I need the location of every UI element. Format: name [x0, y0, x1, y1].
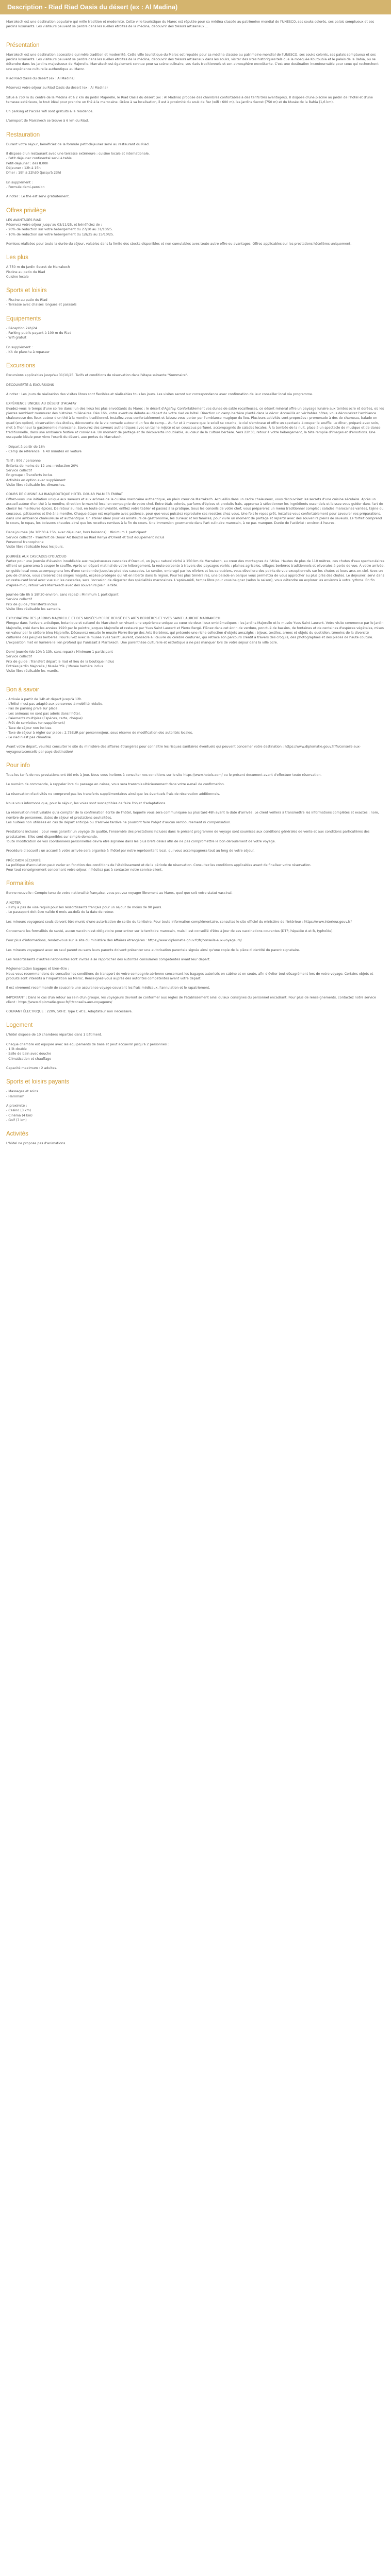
paragraph-line: Prestations incluses : pour vous garantir un voyage de qualité, l'ensemble des prestations incluses dans le présent programme de voyage sont soumises aux conditions générales de vente et aux conditions particulières des prestataires. Elles sont disponibles sur simple demande. [6, 830, 370, 839]
paragraph-line: - Départ à partir de 16h [6, 445, 45, 449]
paragraph-line [6, 991, 385, 995]
paragraph-line: Visite libre réalisable les mardis. [6, 669, 59, 673]
paragraph-line: Réservez votre séjour jusqu'au 03/11/25, et bénéficiez de : [6, 223, 102, 227]
paragraph-line: Demi-journée (de 10h à 13h, sans repas) : Minimum 1 participant [6, 650, 113, 654]
paragraph-line: - Taxe de séjour non incluse. [6, 726, 53, 730]
paragraph-line [6, 105, 385, 109]
paragraph-line [6, 787, 385, 792]
paragraph-line [6, 674, 385, 679]
paragraph-line [6, 806, 385, 810]
section [6, 253, 385, 279]
paragraph-line: Dans journée (de 10h30 à 15h, avec déjeuner, hors boissons) : Minimum 1 participant [6, 531, 146, 535]
paragraph-line: Il est vivement recommandé de souscrire une assurance voyage couvrant les frais médicaux, l'annulation et le rapatriement. [6, 986, 210, 990]
paragraph-line [6, 1099, 385, 1104]
section-heading: Logement [6, 1022, 33, 1029]
paragraph-line [6, 1005, 385, 1009]
paragraph-line [6, 487, 385, 492]
paragraph-line: Tous les tarifs de nos prestations ont été mis à jour. Nous vous invitons à consulter nos conditions sur le site https://www.hotels.com/ ou le présent document avant d'effectuer toute réservation. [6, 773, 322, 777]
paragraph-line: Les mineurs voyageant seuls doivent être munis d'une autorisation de sortie du territoire. Pour toute information complémentaire, consultez le site officiel du ministère de l'Intérieur : https://www.interieur.gouv.fr/ [6, 920, 352, 924]
paragraph-line: Cuisine locale [6, 275, 29, 279]
paragraph-line: LES AVANTAGES RIAD [6, 218, 42, 222]
paragraph-line [6, 844, 385, 849]
paragraph-line: Avant votre départ, veuillez consulter le site du ministère des affaires étrangères pour connaître les risques sanitaires éventuels qui peuvent concerner votre destination : https://www.diplomatie.gouv.fr/fr/conseils-aux-voyageurs/conseils-par-pays-destination/ [6, 745, 361, 754]
section [6, 41, 385, 124]
paragraph-line: JOURNÉE AUX CASCADES D'OUZOUD [6, 554, 67, 558]
paragraph-line: - Petit déjeuner continental servi à table [6, 157, 72, 161]
paragraph-line: - 20% de réduction sur votre hébergement du 27/10 au 31/10/25. [6, 228, 113, 232]
paragraph-line: EXPLORATION DES JARDINS MAJORELLE ET DES MUSÉES PIERRE BERGÉ DES ARTS BERBÈRES ET YVES SAINT LAURENT MARRAKECH [6, 617, 221, 621]
paragraph-line: Les ressortissants d'autres nationalités sont invités à se rapprocher des autorités consulaires compétentes avant leur départ. [6, 957, 210, 961]
paragraph-line: Tarif : 90€ / personne [6, 459, 41, 463]
paragraph-line: Personnel francophone [6, 540, 44, 545]
paragraph-line [6, 915, 385, 920]
paragraph-line: Partez pour une journée d'évasion inoubliable aux majestueuses cascades d'Ouzoud, un joyau naturel niché à 150 km de Marrakech, au cœur des montagnes de l'Atlas. Hautes de plus de 110 mètres, ces chutes d'eau spectaculaires offrent un panorama à couper le souffle. Après un départ matinal de votre hébergement, la route serpente à travers des paysages variés : plaines agricoles, villages berbères traditionnels et oliveraies à perte de vue. À votre arrivée, un guide local vous accompagnera lors d'une randonnée jusqu'au pied des cascades. Le sentier, ombragé par les oliviers et les caroubiers, vous dévoilera des points de vue exceptionnels sur les chutes et leurs arcs-en-ciel. Avec un peu de chance, vous croiserez des singes magots, espèce protégée qui vit en liberté dans la région. Pour les plus téméraires, une balade en barque vous permettra de vous approcher au plus près des chutes. Le déjeuner, servi dans un restaurant local avec vue sur les cascades, sera l'occasion de déguster des spécialités marocaines. L'après-midi, temps libre pour vous baigner (selon la saison), vous détendre ou explorer les environs à votre rythme. En fin d'après-midi, retour vers Marrakech avec des souvenirs plein la tête. [6, 560, 385, 587]
section-heading: Bon à savoir [6, 686, 39, 693]
paragraph-line: L'hôtel ne propose pas d'animations. [6, 1142, 67, 1146]
paragraph-line: IMPORTANT : Dans le cas d'un retour au sein d'un groupe, les voyageurs devront se conformer aux règles de l'établissement ainsi qu'aux consignes du personnel encadrant. Pour plus de renseignements, contactez notre service client : https://www.diplomatie.gouv.fr/fr/conseils-aux-voyageurs/ [6, 995, 376, 1004]
paragraph-line: Chaque chambre est équipée avec les équipements de base et peut accueillir jusqu'à 2 personnes : [6, 1042, 169, 1046]
paragraph-line: Visite libre réalisable les samedis. [6, 607, 61, 611]
paragraph-line: COURS DE CUISINE AU RIAD/BOUTIQUE HOTEL DOUAR PALMIER ÉMIRAT [6, 493, 123, 497]
paragraph-line: Bonne nouvelle : Compte tenu de votre nationalité française, vous pouvez voyager librement au Maroc, quel que soit votre statut vaccinal. [6, 891, 233, 895]
section-heading: Activités [6, 1131, 28, 1138]
paragraph-line: Offrez-vous une initiation unique aux saveurs et aux arômes de la cuisine marocaine authentique, en plein cœur de Marrakech. Accueillis dans un cadre chaleureux, vous découvrirez les secrets d'une cuisine séculaire. Après un accueil autour d'un thé à la menthe, direction le marché local en compagnie de votre chef. Entre étals colorés, parfums d'épices et produits frais, apprenez à sélectionner les ingrédients essentiels et laissez-vous guider dans l'art de choisir les meilleures épices. De retour au riad, en toute convivialité, enfilez votre tablier et passez à la pratique. Sous les conseils de votre chef, vous préparerez un menu traditionnel complet : salades marocaines variées, tajine ou couscous, pâtisseries et thé à la menthe. Chaque étape est expliquée avec patience, pour que vous puissiez reproduire ces recettes chez vous. Une fois le repas prêt, installez-vous confortablement pour savourer vos préparations, dans une ambiance chaleureuse et authentique. Un atelier idéal pour les amateurs de gastronomie, les curieux et les familles, pour vivre un moment de partage et repartir avec des souvenirs pleins de saveurs. Le forfait comprend le cours, le repas, les boissons chaudes ainsi que les recettes remises à la fin du cours. Une immersion gourmande dans l'art culinaire marocain, à ne pas manquer. Durée de l'activité : environ 4 heures. [6, 497, 384, 526]
paragraph-line [6, 147, 385, 151]
paragraph-line [6, 777, 385, 782]
paragraph-line: Plongez dans l'univers artistique, botanique et culturel de Marrakech en vivant une expérience unique au cœur de deux lieux emblématiques : les jardins Majorelle et le musée Yves Saint Laurent. Votre visite commence par le jardin Majorelle, créé dans les années 1920 par le peintre Jacques Majorelle et restauré par Yves Saint Laurent et Pierre Bergé. Flânez dans cet écrin de verdure, ponctué de bassins, de fontaines et de centaines d'espèces végétales, mises en valeur par le célèbre bleu Majorelle. Découvrez ensuite le musée Pierre Bergé des Arts Berbères, qui présente une riche collection d'objets amazighs : bijoux, textiles, armes et objets du quotidien, témoins de la diversité culturelle des peuples berbères. Poursuivez avec le musée Yves Saint Laurent, consacré à l'œuvre du célèbre couturier, qui retrace son parcours créatif à travers des croquis, des photographies et des pièces de haute couture. L'exposition met en lumière le lien profond qui l'unissait à Marrakech. Une parenthèse culturelle et esthétique à ne pas manquer lors de votre séjour dans la ville ocre. [6, 621, 384, 645]
paragraph-line: - 10% de réduction sur votre hébergement du 1/9/25 au 15/10/25. [6, 232, 115, 236]
paragraph-line [6, 378, 385, 383]
paragraph-line: - Golf (7 km) [6, 1118, 27, 1122]
paragraph-line: - Terrasse avec chaises longues et parasols [6, 303, 77, 307]
section [6, 1130, 385, 1146]
paragraph-line: Les nuitées non utilisées en cas de départ anticipé ou d'arrivée tardive ne pourront faire l'objet d'aucun remboursement ni compensation. [6, 820, 232, 824]
section [6, 286, 385, 308]
paragraph-line: A noter : Le thé est servi gratuitement. [6, 195, 70, 199]
paragraph-line: Evadez-vous le temps d'une soirée dans l'un des lieux les plus envoûtants du Maroc : le désert d'Agafay. Confortablement vos dunes de sable rocailleuses, ce désert minéral offre un paysage lunaire aux teintes ocre et dorées, où les pierres semblent murmurer des histoires millénaires. Dès 16h, votre aventure débute au départ de votre riad ou hôtel. Direction un camp berbère planté dans le décor. Accueillis en véritables hôtes, vous découvrirez l'ambiance chaleureuse des lieux autour d'un thé à la menthe traditionnel. Installez-vous confortablement et laissez-vous porter par l'ambiance magique du lieu. Plusieurs activités sont proposées : promenade à dos de chameau, balade en quad (en option), observation des étoiles, découverte de la vie nomade autour d'un feu de camp... Au fur et à mesure que le soleil se couche, le ciel s'embrase et offre un spectacle à couper le souffle. Le dîner, préparé avec soin, met à l'honneur la gastronomie marocaine. Savourez des saveurs authentiques avec un tajine mijoté et un couscous parfumé, accompagnés de salades locales. À la tombée de la nuit, place à un spectacle de musique et de danse traditionnelle, dans une ambiance festive et conviviale. Un moment de partage et de découverte inoubliable, au cœur de la culture berbère. Vers 22h30, retour à votre hébergement, la tête remplie d'images et d'émotions. Une escapade idéale pour vivre l'esprit du désert, aux portes de Marrakech. [6, 406, 384, 439]
section-heading: Sports et loisirs payants [6, 1079, 70, 1086]
paragraph-line [6, 440, 385, 445]
paragraph-line: Service collectif [6, 655, 32, 659]
paragraph-line [6, 1061, 385, 1066]
section [6, 761, 385, 872]
paragraph-line: Réservez votre séjour au Riad Oasis du désert (ex : Al Madina) [6, 86, 108, 90]
paragraph-line [6, 72, 385, 76]
paragraph-line: En supplément : [6, 345, 33, 349]
paragraph-line: Riad Riad Oasis du désert (ex : Al Madina) [6, 76, 75, 80]
paragraph-line: - Il n'y a pas de visa requis pour les ressortissants français pour un séjour de moins de 90 jours. [6, 906, 162, 910]
paragraph-line: - Wifi gratuit [6, 336, 27, 340]
paragraph-line [6, 454, 385, 459]
paragraph-line: Situé à 750 m du centre de la Médina et à 2 km du jardin Majorelle, le Riad Oasis du désert (ex : Al Madina) propose des chambres confortables à des tarifs très avantageux. Il dispose d'une piscine au jardin de l'hôtel et d'une terrasse extérieure, le tout idéal pour prendre un thé à la marocaine. Grâce à sa localisation, il est à proximité du souk de Fez (wifi : 600 m), les jardins Secret (750 m) et du Musée de la Bahia (1,6 km). [6, 95, 373, 104]
paragraph-line: Nous vous recommandons de consulter les conditions de transport de votre compagnie aérienne concernant les bagages autorisés en cabine et en soute, afin d'éviter tout désagrément lors de votre voyage. Certains objets et produits sont interdits à l'importation au Maroc. Renseignez-vous auprès des autorités compétentes avant votre départ. [6, 972, 373, 980]
paragraph-line: - Casino (3 km) [6, 1109, 31, 1113]
section [6, 1021, 385, 1071]
paragraph-line: Pour tout renseignement concernant votre séjour, n'hésitez pas à contacter notre service client. [6, 868, 163, 872]
paragraph-line: Le numéro de commande, à rappeler lors du passage en caisse, vous sera transmis ultérieurement dans votre e-mail de confirmation. [6, 783, 225, 787]
paragraph-line [6, 91, 385, 95]
paragraph-line: Prix de guide / transferts inclus [6, 602, 57, 606]
paragraph-line: - Massages et soins [6, 1090, 38, 1094]
paragraph-line: La réservation n'est valable qu'à compter de la confirmation écrite de l'hôtel, laquelle vous sera communiquée au plus tard 48h avant la date d'arrivée. Le client veillera à transmettre les informations complètes et exactes : nom, nombre de personnes, dates de séjour et prestations souhaitées. [6, 811, 379, 820]
paragraph-line [6, 550, 385, 554]
paragraph-line: - Prêt de serviettes (en supplément) [6, 721, 65, 725]
paragraph-line: Procédure d'accueil : un accueil à votre arrivée sera organisé à l'hôtel par notre représentant local, qui vous accompagnera tout au long de votre séjour. [6, 849, 255, 853]
paragraph-line: Marrakech est une destination populaire qui mêle tradition et modernité. Cette ville touristique du Maroc est réputée pour sa médina classée au patrimoine mondial de l'UNESCO, ses souks colorés, ses palais somptueux et ses jardins luxuriants. Les visiteurs peuvent se perdre dans les ruelles étroites de la médina, découvrir des trésors artisanaux ... [6, 20, 374, 29]
paragraph-line: Marrakech est une destination accessible qui mêle tradition et modernité. Cette ville touristique du Maroc est réputée pour sa médina classée au patrimoine mondial de l'UNESCO, ses souks colorés, ses palais somptueux et ses jardins luxuriants. Les visiteurs peuvent se perdre dans les ruelles étroites de la médina, découvrir des trésors artisanaux dans les souks, visiter des sites historiques tels que la mosquée Koutoubia et le palais de la Bahia, ou se détendre dans les jardins majestueux de Majorelle. Marrakech est également connue pour sa scène culinaire, ses riads traditionnels et son atmosphère envoûtante. C'est une destination incontournable pour ceux qui recherchent une expérience culturelle authentique au Maroc. [6, 53, 379, 71]
paragraph-line [6, 588, 385, 592]
paragraph-line [6, 387, 385, 392]
section [6, 131, 385, 199]
paragraph-line: PRÉCISION SÉCURITÉ [6, 858, 41, 862]
paragraph-line: - Le passeport doit être valide 6 mois au-delà de la date de retour. [6, 910, 115, 914]
paragraph-line: Pour plus d'informations, rendez-vous sur le site du ministère des Affaires étrangères : https://www.diplomatie.gouv.fr/fr/conseils-aux-voyageurs/ [6, 939, 242, 943]
section [6, 879, 385, 1014]
paragraph-line: A NOTER [6, 901, 21, 905]
section [6, 362, 385, 678]
paragraph-line [6, 237, 385, 242]
paragraph-line: A noter : Les jours de réalisation des visites libres sont flexibles et réalisables tous les jours. Les visites seront sur correspondance avec confirmation de leur conseiller local via programme. [6, 392, 313, 396]
paragraph-line: - 1 lit double [6, 1047, 27, 1052]
paragraph-line: - Pas de parking privé sur place. [6, 707, 59, 711]
section-heading: Présentation [6, 42, 40, 48]
paragraph-line: Visite libre réalisable les dimanches. [6, 483, 66, 487]
paragraph-line [6, 953, 385, 957]
paragraph-line: - Piscine au patio du Riad [6, 298, 47, 302]
paragraph-line: Il dispose d'un restaurant avec une terrasse extérieure : cuisine locale et internationale. [6, 152, 150, 156]
section-heading: Sports et loisirs [6, 287, 47, 294]
paragraph-line: Dîner : 19h à 22h30 (jusqu'à 23h) [6, 171, 61, 175]
paragraph-line [6, 962, 385, 967]
paragraph-line [6, 740, 385, 744]
paragraph-line: L'aéroport de Marrakech se trouve à 6 km du Riad. [6, 119, 89, 123]
paragraph-line: Capacité maximum : 2 adultes. [6, 1066, 57, 1071]
paragraph-line [6, 825, 385, 829]
paragraph-line: Remises réalisées pour toute la durée du séjour, valables dans la limite des stocks disponibles et non cumulables avec toute autre offre ou avantages. Offres applicables sur les prestations hôtelières uniquement. [6, 242, 352, 246]
paragraph-line [6, 397, 385, 401]
paragraph-line [6, 924, 385, 929]
paragraph-line: - Réception 24h/24 [6, 326, 37, 330]
paragraph-line: En supplément : [6, 180, 33, 184]
paragraph-line: Piscine au patio du Riad [6, 270, 45, 274]
paragraph-line [6, 526, 385, 530]
section-heading: Excursions [6, 363, 36, 369]
paragraph-line: DECOUVERTE & EXCURSIONS [6, 383, 54, 387]
paragraph-line: - Arrivée à partir de 14h et départ jusqu'à 12h. [6, 697, 83, 701]
paragraph-line: Réglementation bagages et bien-être : [6, 967, 69, 971]
paragraph-line: Activités en option avec supplément [6, 478, 66, 482]
paragraph-line: - Camp de référence : à 40 minutes en voiture [6, 450, 82, 454]
paragraph-line [6, 854, 385, 858]
paragraph-line: Petit-déjeuner : dès 8.00h [6, 161, 48, 165]
paragraph-line: L'hôtel dispose de 10 chambres réparties dans 1 bâtiment. [6, 1033, 102, 1037]
section [6, 686, 385, 754]
paragraph-line: - L'hôtel n'est pas adapté aux personnes à mobilité réduite. [6, 702, 104, 706]
paragraph-line [6, 612, 385, 616]
section-heading: Equipements [6, 315, 41, 322]
paragraph-line: EXPÉRIENCE UNIQUE AU DÉSERT D'AGAFAY [6, 402, 77, 406]
paragraph-line: Les mineurs voyageant avec un seul parent ou sans leurs parents doivent présenter une autorisation parentale signée ainsi qu'une copie de la pièce d'identité du parent signataire. [6, 948, 300, 952]
paragraph-line: Service collectif [6, 598, 32, 602]
paragraph-line: Toute modification de vos coordonnées personnelles devra être signalée dans les plus brefs délais afin de ne pas compromettre le bon déroulement de votre voyage. [6, 839, 276, 843]
paragraph-line [6, 176, 385, 180]
paragraph-line [6, 796, 385, 801]
paragraph-line: - Formule demi-pension [6, 185, 45, 189]
paragraph-line: Journée (de 8h à 18h30 environ, sans repas) : Minimum 1 participant [6, 592, 119, 597]
section [6, 207, 385, 247]
paragraph-line: Entrées Jardin Majorelle / Musée YSL / Musée berbère inclus [6, 664, 103, 668]
paragraph-line [6, 1038, 385, 1042]
paragraph-line: Prix de guide : Transfert départ le riad et lieu de la boutique inclus [6, 659, 115, 664]
paragraph-line [6, 81, 385, 86]
section-heading: Pour info [6, 762, 30, 769]
paragraph-line [6, 934, 385, 938]
paragraph-line [6, 981, 385, 986]
paragraph-line: - Climatisation et chauffage [6, 1057, 52, 1061]
paragraph-line: Enfants de moins de 12 ans : réduction 20% [6, 464, 78, 468]
paragraph-line: - Kit de plancha à repasser [6, 350, 50, 354]
paragraph-line: La réservation d'activités ne comprend pas les transferts supplémentaires ainsi que les éventuels frais de réservation additionnels. [6, 792, 220, 796]
description-banner: Description - Riad Riad Oasis du désert (ex : Al Madina) [0, 0, 391, 14]
paragraph-line: A proximité : [6, 1104, 27, 1108]
paragraph-line: - Paiements multiples (Espèces, carte, chèque) [6, 716, 83, 720]
paragraph-line: - Parking public payant à 100 m du Riad [6, 331, 72, 335]
paragraph-line: En groupe : Transferts inclus [6, 473, 53, 478]
paragraph-line: COURANT ÉLECTRIQUE : 220V, 50Hz. Type C et E. Adaptateur non nécessaire. [6, 1010, 133, 1014]
paragraph-line: Nous vous informons que, pour le séjour, les voies sont susceptibles de faire l'objet d'adaptations. [6, 802, 167, 806]
paragraph-line: A 750 m du Jardin Secret de Marrakech [6, 265, 70, 269]
paragraph-line: Un parking et l'accès wifi sont gratuits à la résidence. [6, 110, 94, 114]
paragraph-line [6, 896, 385, 901]
paragraph-line: Durant votre séjour, bénéficiez de la formule petit-déjeuner servi au restaurant du Riad. [6, 142, 150, 146]
section [6, 14, 385, 34]
paragraph-line [6, 29, 385, 34]
paragraph-line: - Le riad n'est pas climatisé. [6, 736, 52, 740]
paragraph-line: Déjeuner : 12h à 15h [6, 166, 41, 171]
paragraph-line: - Hammam [6, 1094, 25, 1098]
paragraph-line: Service collectif - Transfert de Douar Aït Bouzid au Riad Kenya d'Orient et tout équipement inclus [6, 535, 165, 539]
description-content [0, 14, 391, 1146]
paragraph-line: Service collectif [6, 469, 32, 473]
paragraph-line: Concernant les formalités de santé, aucun vaccin n'est obligatoire pour entrer sur le territoire marocain, mais il est conseillé d'être à jour de ses vaccinations courantes (DTP, hépatite A et B, typhoïde). [6, 929, 334, 934]
section [6, 315, 385, 355]
paragraph-line: - Les animaux ne sont pas admis dans l'hôtel. [6, 711, 81, 716]
section-heading: Formalités [6, 880, 34, 887]
paragraph-line [6, 114, 385, 118]
section-heading: Restauration [6, 131, 40, 138]
paragraph-line [6, 190, 385, 194]
paragraph-line [6, 645, 385, 650]
paragraph-line: Excursions applicables jusqu'au 31/10/25. Tarifs et conditions de réservation dans l'étape suivante "Summaire". [6, 374, 188, 378]
section-heading: Les plus [6, 255, 28, 261]
section-heading: Offres privilège [6, 207, 46, 214]
paragraph-line: Visite libre réalisable tous les jours. [6, 545, 64, 549]
paragraph-line [6, 341, 385, 345]
section [6, 1078, 385, 1123]
paragraph-line: La politique d'annulation peut varier en fonction des conditions de l'établissement et de la période de réservation. Consultez les conditions applicables avant de finaliser votre réservation. [6, 863, 312, 867]
paragraph-line: - Salle de bain avec douche [6, 1052, 52, 1056]
paragraph-line [6, 943, 385, 948]
paragraph-line: - Taxe de séjour à régler sur place : 2.75EUR par personne/jour, sous réserve de modification des autorités locales. [6, 731, 193, 735]
paragraph-line: - Cinéma (4 km) [6, 1113, 32, 1117]
